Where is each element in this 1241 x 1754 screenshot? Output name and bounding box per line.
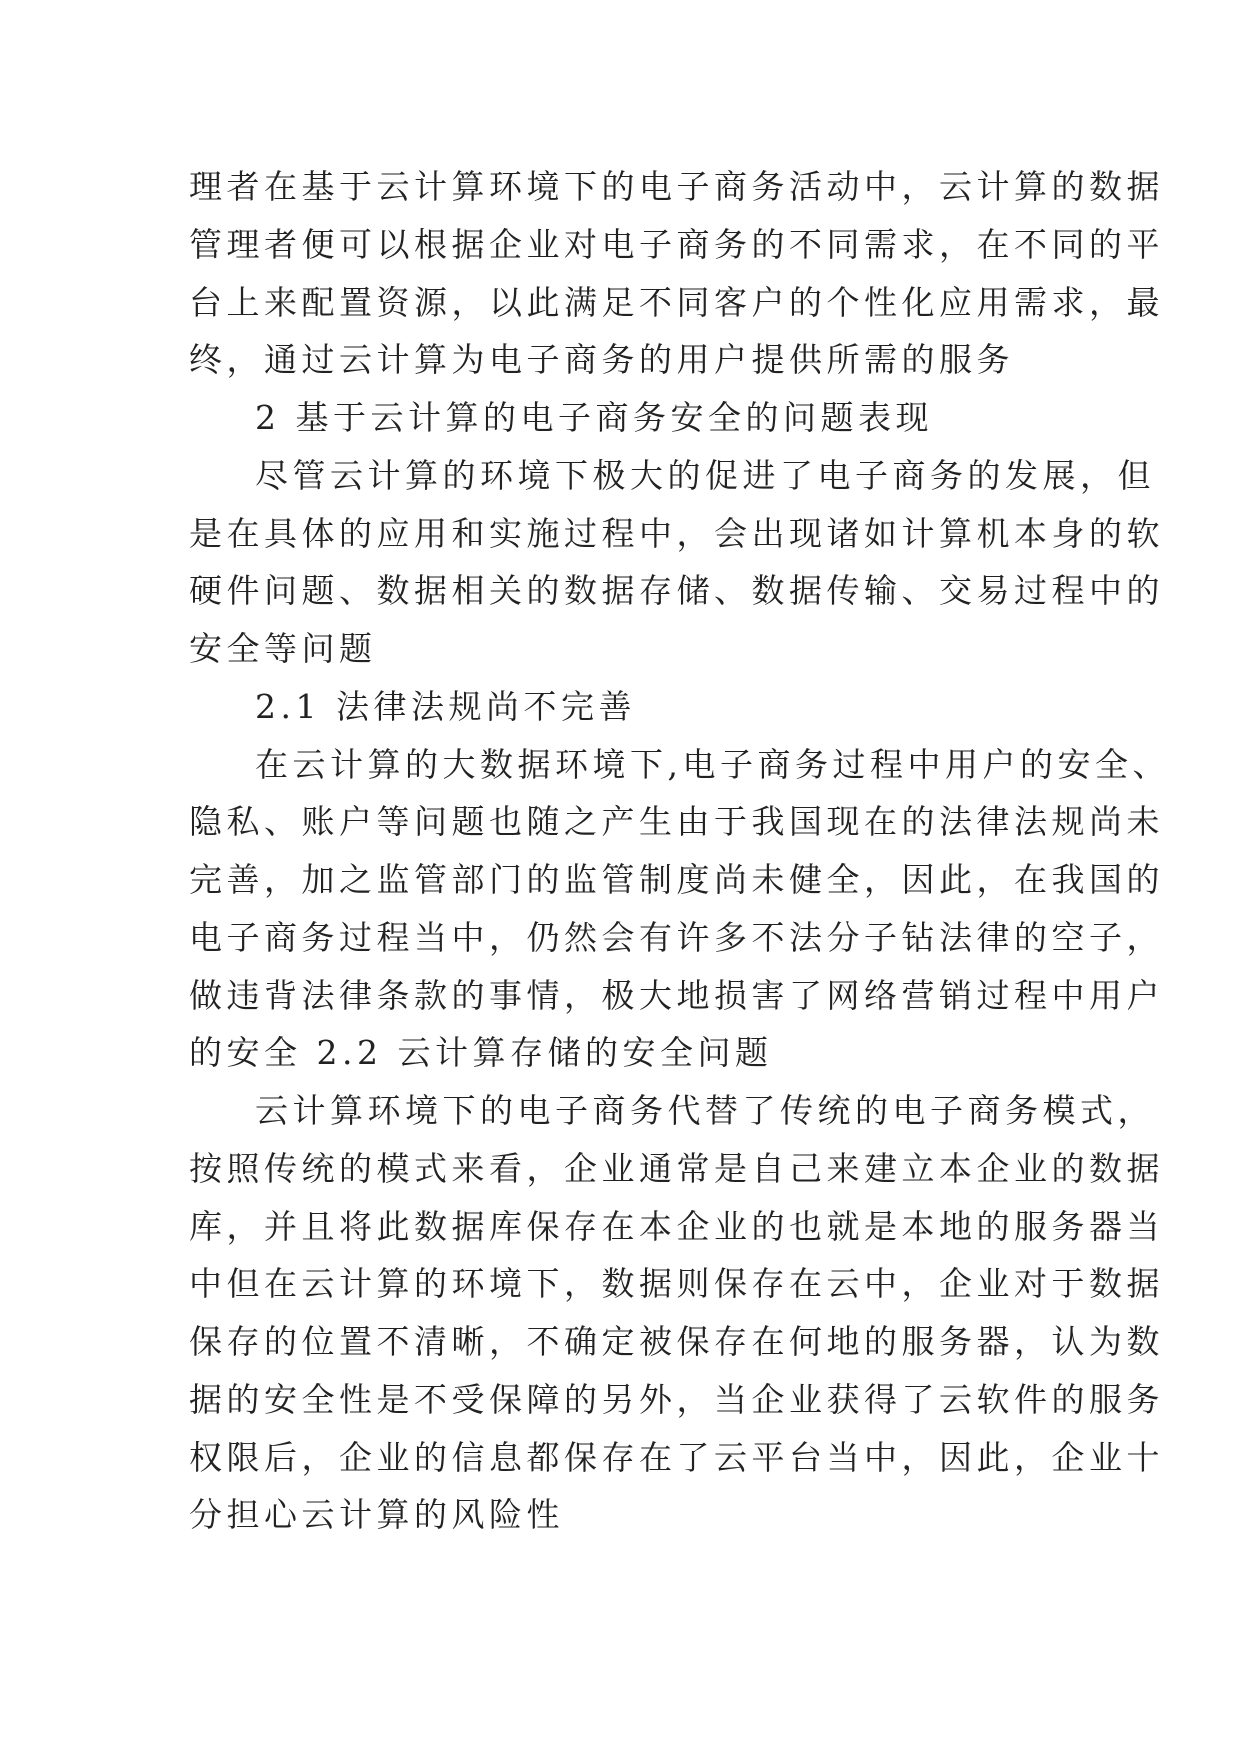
text-line: 云计算环境下的电子商务代替了传统的电子商务模式， xyxy=(255,1091,1155,1130)
text-line: 管理者便可以根据企业对电子商务的不同需求，在不同的平 xyxy=(189,225,1164,264)
text-line: 电子商务过程当中，仍然会有许多不法分子钻法律的空子， xyxy=(189,918,1164,957)
text-line: 隐私、账户等问题也随之产生由于我国现在的法律法规尚未 xyxy=(189,802,1164,841)
text-line: 台上来配置资源，以此满足不同客户的个性化应用需求，最 xyxy=(189,283,1164,322)
text-line: 尽管云计算的环境下极大的促进了电子商务的发展，但 xyxy=(255,456,1155,495)
text-line: 保存的位置不清晰，不确定被保存在何地的服务器，认为数 xyxy=(189,1322,1164,1361)
text-line: 是在具体的应用和实施过程中，会出现诸如计算机本身的软 xyxy=(189,514,1164,553)
text-line: 据的安全性是不受保障的另外，当企业获得了云软件的服务 xyxy=(189,1380,1164,1419)
text-line: 按照传统的模式来看，企业通常是自己来建立本企业的数据 xyxy=(189,1149,1164,1188)
text-line: 库，并且将此数据库保存在本企业的也就是本地的服务器当 xyxy=(189,1207,1164,1246)
text-line: 理者在基于云计算环境下的电子商务活动中，云计算的数据 xyxy=(189,167,1164,206)
text-line: 的安全 2.2 云计算存储的安全问题 xyxy=(189,1033,773,1072)
text-line: 做违背法律条款的事情，极大地损害了网络营销过程中用户 xyxy=(189,976,1164,1015)
text-line: 完善，加之监管部门的监管制度尚未健全，因此，在我国的 xyxy=(189,860,1164,899)
subsection-heading: 2.1 法律法规尚不完善 xyxy=(255,687,636,726)
text-line: 硬件问题、数据相关的数据存储、数据传输、交易过程中的 xyxy=(189,571,1164,610)
section-heading: 2 基于云计算的电子商务安全的问题表现 xyxy=(255,398,933,437)
text-line: 权限后，企业的信息都保存在了云平台当中，因此，企业十 xyxy=(189,1438,1164,1477)
text-line: 终，通过云计算为电子商务的用户提供所需的服务 xyxy=(189,340,1014,379)
text-line: 安全等问题 xyxy=(189,629,377,668)
text-line: 分担心云计算的风险性 xyxy=(189,1495,564,1534)
text-line: 在云计算的大数据环境下,电子商务过程中用户的安全、 xyxy=(255,745,1170,784)
text-line: 中但在云计算的环境下，数据则保存在云中，企业对于数据 xyxy=(189,1264,1164,1303)
